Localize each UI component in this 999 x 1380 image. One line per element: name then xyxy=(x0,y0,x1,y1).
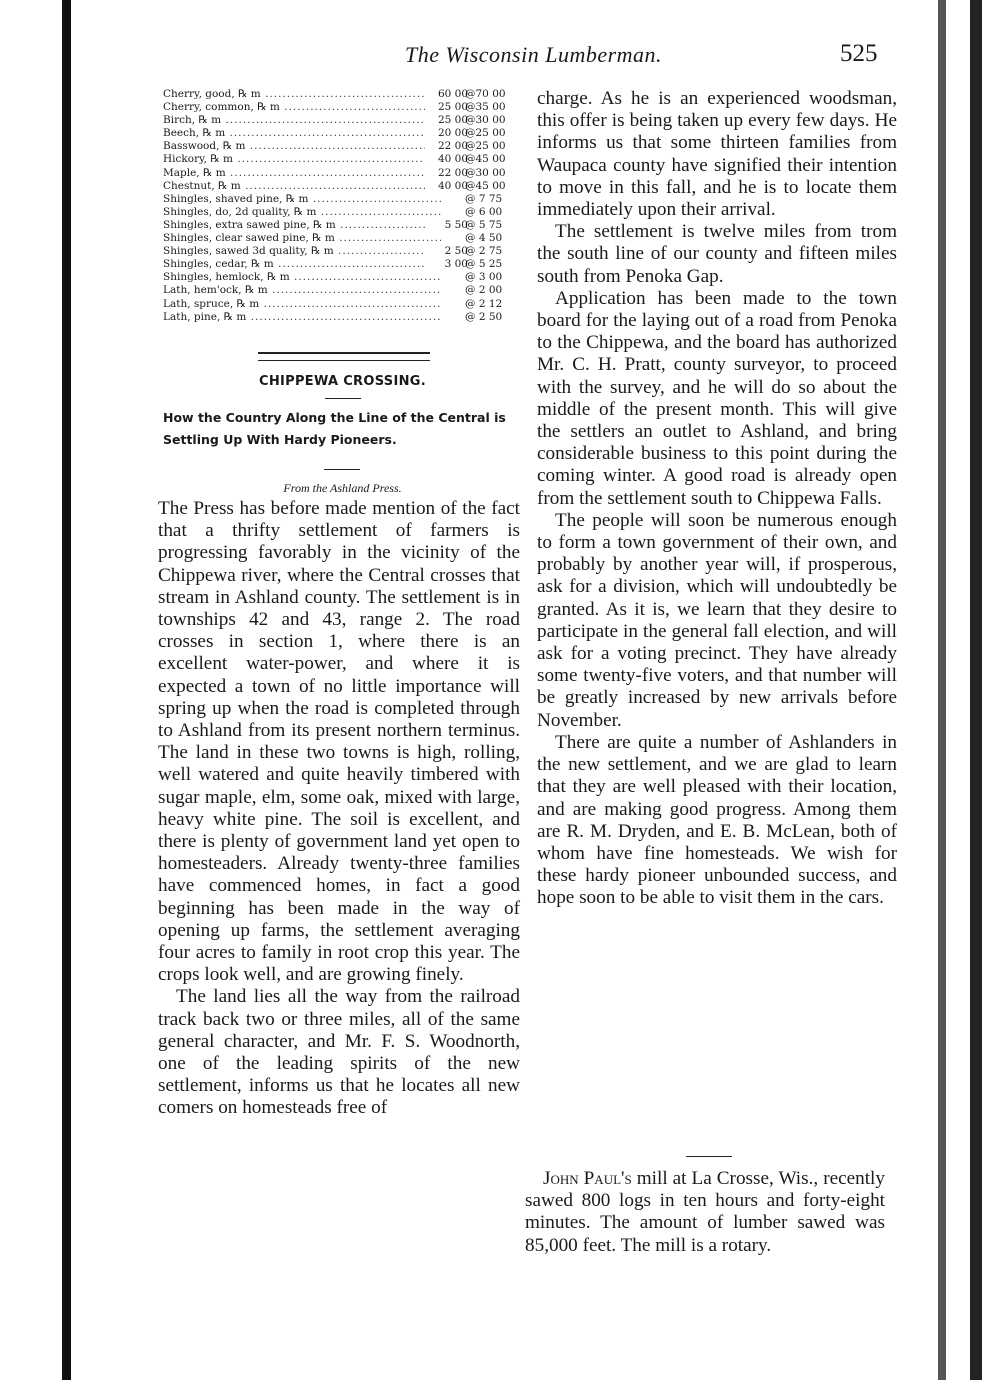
right-edge-shadow xyxy=(938,0,946,1380)
price-item: Chestnut, ℞ m ..... xyxy=(163,180,441,193)
price-item: Beech, ℞ m ..... xyxy=(163,127,441,140)
price-item: Maple, ℞ m ..... xyxy=(163,167,441,180)
news-note xyxy=(525,1168,885,1257)
price-high: @ 5 75 xyxy=(465,218,503,231)
price-high: @70 00 xyxy=(465,88,506,100)
heading-rule xyxy=(325,398,361,399)
article-right-column xyxy=(537,88,897,910)
price-item: Lath, hem'ock, ℞ m ..... xyxy=(163,284,441,297)
price-item: Birch, ℞ m ..... xyxy=(163,114,441,127)
price-item: Shingles, shaved pine, ℞ m ..... xyxy=(163,193,441,206)
price-high: @25 00 xyxy=(465,127,506,140)
price-low: 5 50 xyxy=(425,219,468,232)
price-row xyxy=(163,180,529,193)
price-low: 40 00 xyxy=(425,153,468,166)
price-high: @ 2 12 xyxy=(465,297,503,310)
price-high: @ 2 00 xyxy=(465,284,503,297)
price-row xyxy=(163,167,529,180)
price-row xyxy=(163,127,529,140)
price-row xyxy=(163,271,529,284)
price-row xyxy=(163,284,529,297)
price-row xyxy=(163,311,529,324)
price-high: @45 00 xyxy=(465,179,506,192)
price-row xyxy=(163,101,529,114)
price-item: Shingles, do, 2d quality, ℞ m ..... xyxy=(163,206,441,219)
price-high: @ 5 25 xyxy=(465,258,503,271)
price-high: @30 00 xyxy=(465,166,506,179)
price-row xyxy=(163,258,529,271)
price-item: Shingles, extra sawed pine, ℞ m ..... xyxy=(163,219,441,232)
price-low: 40 00 xyxy=(425,180,468,193)
price-row xyxy=(163,114,529,127)
article-source: From the Ashland Press. xyxy=(283,481,402,495)
price-low: 20 00 xyxy=(425,127,468,140)
subheading-rule xyxy=(324,469,360,470)
article-end-rule xyxy=(686,1156,732,1157)
price-row xyxy=(163,88,529,101)
section-divider xyxy=(258,352,430,361)
price-row xyxy=(163,153,529,166)
note-text: mill at La Crosse, Wis., recently sawed 800 logs in ten hours and forty-eight minutes. The amount of lumber sawed was 85,000 feet. The mill is a rotary. xyxy=(525,1168,885,1256)
price-item: Cherry, common, ℞ m ..... xyxy=(163,101,441,114)
right-edge-border xyxy=(970,0,982,1380)
price-low: 22 00 xyxy=(425,140,468,153)
price-item: Cherry, good, ℞ m ..... xyxy=(163,88,441,101)
paragraph: Application has been made to the town board for the laying out of a road from Penoka to the Chippewa, and the board has authorized Mr. C. H. Pratt, county surveyor, to proceed with the survey, and he will do so about the middle of the present month. This will give the settlers an outlet to Ashland, and bring considerable business to this point during the coming winter. A good road is already open from the settlement south to Chippewa Falls. xyxy=(537,287,897,509)
price-high: @ 4 50 xyxy=(465,232,503,245)
price-high: @ 7 75 xyxy=(465,192,503,205)
price-item: Shingles, hemlock, ℞ m ..... xyxy=(163,271,441,284)
note-name: John Paul's xyxy=(543,1168,632,1189)
price-low: 22 00 xyxy=(425,167,468,180)
article-subheading: How the Country Along the Line of the Central is Settling Up With Hardy Pioneers. xyxy=(163,410,506,447)
price-low: 2 50 xyxy=(425,245,468,258)
price-low: 25 00 xyxy=(425,114,468,127)
price-item: Shingles, cedar, ℞ m ..... xyxy=(163,258,441,271)
price-list xyxy=(163,88,529,324)
price-low: 3 00 xyxy=(425,258,468,271)
price-item: Hickory, ℞ m ..... xyxy=(163,153,441,166)
price-high: @35 00 xyxy=(465,101,506,114)
price-high: @ 6 00 xyxy=(465,205,503,218)
price-row xyxy=(163,193,529,206)
price-high: @ 2 75 xyxy=(465,245,503,258)
paragraph: The settlement is twelve miles from trom the south line of our county and fifteen miles south from Penoka Gap. xyxy=(537,221,897,287)
paragraph: charge. As he is an experienced woodsman, this offer is being taken up every few days. He informs us that some thirteen families from Waupaca county have signified their intention to move in this fall, and he is to locate them immediately upon their arrival. xyxy=(537,88,897,221)
price-row xyxy=(163,245,529,258)
price-row xyxy=(163,140,529,153)
price-high: @ 2 50 xyxy=(465,310,503,323)
paragraph: The Press has before made mention of the fact that a thrifty settlement of farmers is progressing favorably in the vicinity of the Chippewa river, where the Central crosses that stream in Ashland county. The settlement is in townships 42 and 43, range 2. The road crosses in section 1, where there is an excellent water-power, and where it is expected a town of no little importance will spring up when the road is completed through to Ashland from its present northern terminus. The land in these two towns is high, rolling, well watered and quite heavily timbered with sugar maple, elm, some oak, mixed with large, heavy white pine. The soil is excellent, and there is plenty of government land yet open to homesteaders. Already twenty-three families have commenced homes, in fact a good beginning has been made in the way of opening up farms, the settlement averaging four acres to family in root crop this year. The crops look well, and are growing finely. xyxy=(158,498,520,986)
article-left-column xyxy=(158,498,520,1120)
article-heading: CHIPPEWA CROSSING. xyxy=(258,374,426,389)
page-number: 525 xyxy=(840,40,878,67)
price-item: Shingles, clear sawed pine, ℞ m ..... xyxy=(163,232,441,245)
price-low: 60 00 xyxy=(425,88,468,101)
paragraph: There are quite a number of Ashlanders in the new settlement, and we are glad to learn that they are well pleased with their location, and are making good progress. Among them are R. M. Dryden, and E. B. McLean, both of whom have fine homesteads. We wish for these hardy pioneer unbounded success, and hope soon to be able to visit them in the cars. xyxy=(537,731,897,909)
price-row xyxy=(163,298,529,311)
price-high: @45 00 xyxy=(465,153,506,166)
price-low: 25 00 xyxy=(425,101,468,114)
price-high: @25 00 xyxy=(465,140,506,153)
price-row xyxy=(163,219,529,232)
price-item: Shingles, sawed 3d quality, ℞ m ..... xyxy=(163,245,441,258)
page-margin-left xyxy=(0,0,62,1380)
paragraph: The land lies all the way from the railroad track back two or three miles, all of the same general character, and Mr. F. S. Woodnorth, one of the leading spirits of the new settlement, informs us that he locates all new comers on homesteads free of xyxy=(158,986,520,1119)
price-item: Lath, pine, ℞ m ..... xyxy=(163,311,441,324)
paragraph: The people will soon be numerous enough to form a town government of their own, and probably by another year will, if prosperous, ask for a division, which will undoubtedly be granted. As it is, we learn that they desire to participate in the general fall election, and will ask for a voting precinct. They have already some twenty-five voters, and that number will be greatly increased by new arrivals before November. xyxy=(537,509,897,731)
price-row xyxy=(163,206,529,219)
price-item: Lath, spruce, ℞ m ..... xyxy=(163,298,441,311)
price-high: @30 00 xyxy=(465,114,506,127)
price-high: @ 3 00 xyxy=(465,271,503,284)
binding-edge xyxy=(62,0,71,1380)
running-title: The Wisconsin Lumberman. xyxy=(405,42,663,67)
price-row xyxy=(163,232,529,245)
price-item: Basswood, ℞ m ..... xyxy=(163,140,441,153)
